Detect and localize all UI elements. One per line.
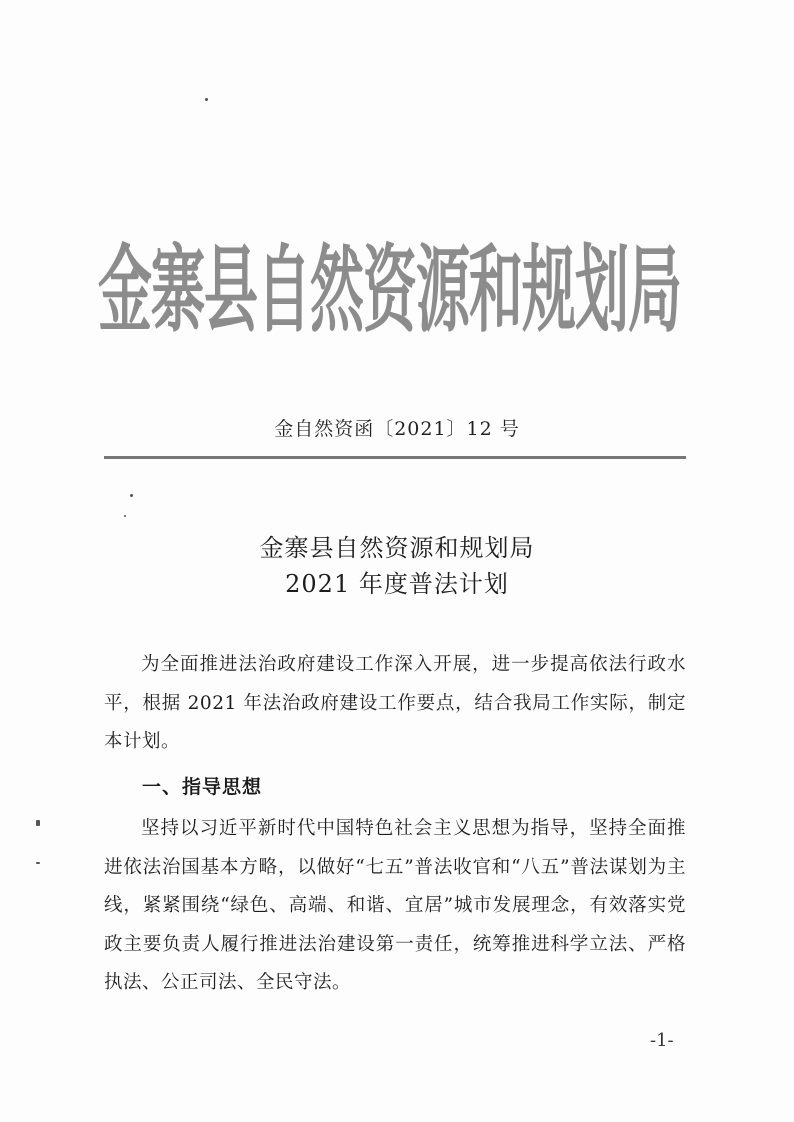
masthead-title: 金寨县自然资源和规划局: [98, 235, 681, 346]
scan-speck: [205, 98, 208, 101]
intro-paragraph: 为全面推进法治政府建设工作深入开展，进一步提高依法行政水平，根据 2021 年法治政府建设工作要点，结合我局工作实际，制定本计划。: [104, 654, 686, 752]
scan-speck: [36, 820, 40, 826]
scan-speck: [130, 494, 133, 497]
page-number: -1-: [650, 1030, 674, 1051]
header-divider: [104, 456, 686, 459]
document-number: 金自然资函〔2021〕12 号: [274, 418, 520, 440]
scan-speck: [36, 862, 40, 864]
scan-speck: [124, 515, 126, 517]
section-paragraph: 坚持以习近平新时代中国特色社会主义思想为指导，坚持全面推进依法治国基本方略，以做好“七五”普法收官和“八五”普法谋划为主线，紧紧围绕“绿色、高端、和谐、宜居”城市发展理念，有效落实党政主要负责人履行推进法治建设第一责任，统筹推进科学立法、严格执法、公正司法、全民守法。: [104, 818, 686, 993]
document-title-line1: 金寨县自然资源和规划局: [259, 534, 535, 562]
section-heading: 一、指导思想: [142, 776, 263, 798]
document-title-line2: 2021 年度普法计划: [285, 570, 509, 598]
